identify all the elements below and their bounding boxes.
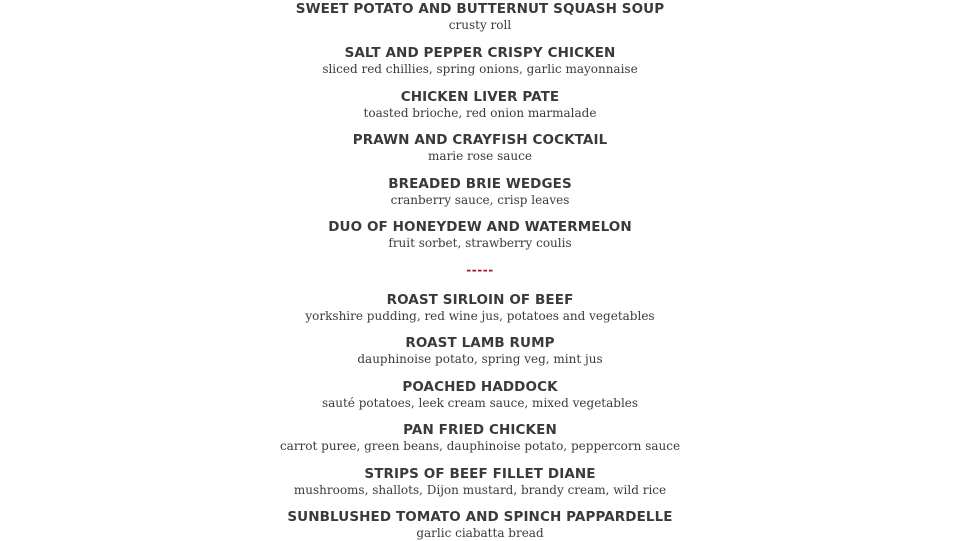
menu-item-starter-6 [0,219,960,251]
menu-item-starter-2 [0,45,960,77]
dish-name: PAN FRIED CHICKEN [403,422,557,438]
menu-item-main-5 [0,466,960,498]
dish-description: cranberry sauce, crisp leaves [390,193,570,207]
dish-description: fruit sorbet, strawberry coulis [388,236,572,250]
dish-name: STRIPS OF BEEF FILLET DIANE [364,466,596,482]
dish-name: ROAST LAMB RUMP [405,335,555,351]
menu-item-starter-3 [0,89,960,121]
menu-item-main-3 [0,379,960,411]
dish-description: marie rose sauce [428,149,532,163]
dish-description: sliced red chillies, spring onions, garlic mayonnaise [322,62,638,76]
menu-item-starter-4 [0,132,960,164]
dish-name: POACHED HADDOCK [402,379,558,395]
dish-name: SWEET POTATO AND BUTTERNUT SQUASH SOUP [295,1,665,17]
dish-description: carrot puree, green beans, dauphinoise potato, peppercorn sauce [279,439,681,453]
menu-item-main-1 [0,292,960,324]
menu-item-main-6 [0,509,960,541]
dish-name: DUO OF HONEYDEW AND WATERMELON [328,219,632,235]
dish-name: BREADED BRIE WEDGES [388,176,572,192]
dish-name: SALT AND PEPPER CRISPY CHICKEN [344,45,616,61]
dish-name: SUNBLUSHED TOMATO AND SPINCH PAPPARDELLE [287,509,673,525]
menu-item-starter-1 [0,1,960,33]
dish-description: yorkshire pudding, red wine jus, potatoes and vegetables [305,309,655,323]
dish-name: PRAWN AND CRAYFISH COCKTAIL [352,132,608,148]
dish-description: crusty roll [448,18,512,32]
dish-description: mushrooms, shallots, Dijon mustard, brandy cream, wild rice [293,483,667,497]
dish-name: ROAST SIRLOIN OF BEEF [386,292,574,308]
dish-description: dauphinoise potato, spring veg, mint jus [357,352,603,366]
dish-description: garlic ciabatta bread [416,526,544,540]
dish-description: sauté potatoes, leek cream sauce, mixed vegetables [321,396,639,410]
dish-description: toasted brioche, red onion marmalade [363,106,597,120]
menu-item-main-4 [0,422,960,454]
dish-name: CHICKEN LIVER PATE [400,89,560,105]
course-divider: ----- [466,263,494,277]
menu-item-main-2 [0,335,960,367]
menu-item-starter-5 [0,176,960,208]
